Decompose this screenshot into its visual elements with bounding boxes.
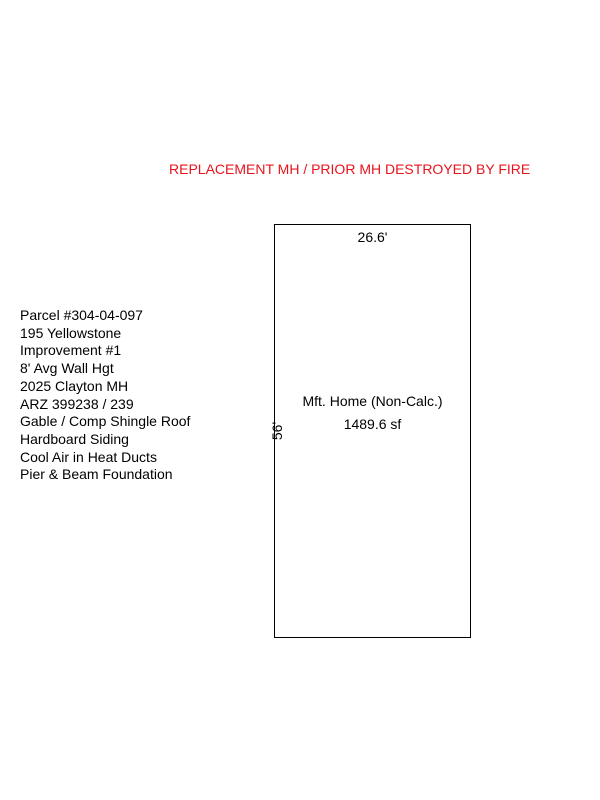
- area-name-label: Mft. Home (Non-Calc.): [302, 393, 443, 409]
- area-square-footage: 1489.6 sf: [343, 416, 402, 432]
- roof-type: Gable / Comp Shingle Roof: [20, 413, 191, 430]
- hvac-type: Cool Air in Heat Ducts: [20, 448, 157, 465]
- property-info-block: [20, 307, 190, 484]
- width-dimension-label: 26.6': [357, 229, 388, 245]
- improvement-number: Improvement #1: [20, 342, 122, 359]
- siding-type: Hardboard Siding: [20, 430, 129, 447]
- foundation-type: Pier & Beam Foundation: [20, 466, 173, 483]
- parcel-number: Parcel #304-04-097: [20, 307, 143, 323]
- home-footprint-rectangle: [269, 224, 471, 638]
- length-dimension-label: 56': [269, 421, 286, 441]
- home-model: 2025 Clayton MH: [20, 377, 129, 394]
- replacement-notice: REPLACEMENT MH / PRIOR MH DESTROYED BY FIRE: [169, 161, 531, 177]
- wall-height: 8' Avg Wall Hgt: [20, 360, 114, 377]
- arz-number: ARZ 399238 / 239: [20, 395, 134, 412]
- address: 195 Yellowstone: [20, 324, 122, 341]
